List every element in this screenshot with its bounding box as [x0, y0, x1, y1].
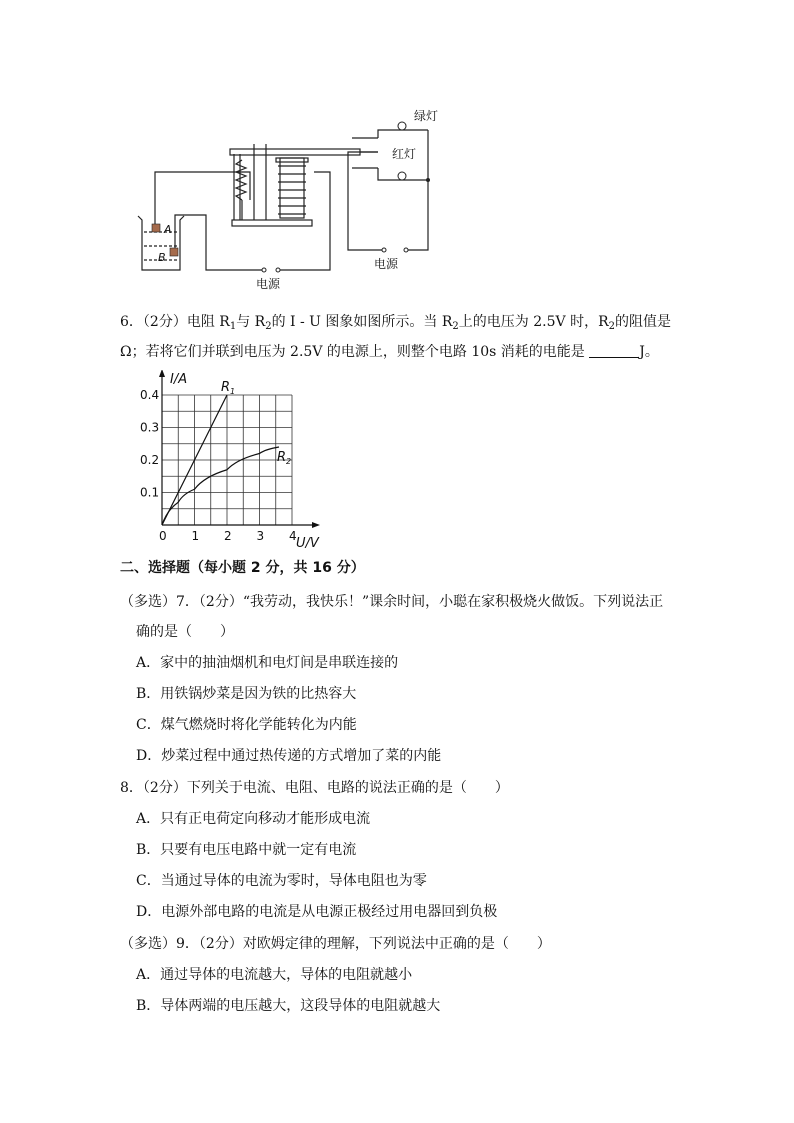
- q8-stem: 8．（2分）下列关于电流、电阻、电路的说法正确的是（ ）: [120, 780, 509, 796]
- q7-stem-1: （多选）7．（2分）“我劳动，我快乐！”课余时间，小聪在家积极烧火做饭。下列说法正: [120, 594, 664, 610]
- x-tick-label: 1: [191, 529, 200, 543]
- q6-line-1: 6．（2分）电阻 $R_1$与 $R_2$的 I - U 图象如图所示。当 $R_2$上的电压为 2.5V 时，$R_2$的阻值是: [120, 314, 671, 332]
- series-label-r2: $R_2$: [277, 450, 292, 466]
- series-label-r1: $R_1$: [221, 380, 236, 396]
- q9-option-a: A．通过导体的电流越大，导体的电阻就越小: [136, 967, 413, 983]
- q8-option-d: D．电源外部电路的电流是从电源正极经过用电器回到负极: [136, 904, 498, 920]
- y-axis-arrow: [159, 370, 165, 377]
- x-axis-arrow: [312, 522, 320, 528]
- x-tick-label: 4: [289, 529, 297, 543]
- q7-option-b: B．用铁锅炒菜是因为铁的比热容大: [136, 686, 357, 702]
- red-lamp-label: 红灯: [392, 147, 417, 161]
- red-lamp-icon: [398, 172, 406, 180]
- y-tick-label: 0.1: [140, 485, 160, 500]
- label-a: A: [164, 223, 172, 236]
- q7-option-c: C．煤气燃烧时将化学能转化为内能: [136, 717, 357, 733]
- q9-stem: （多选）9．（2分）对欧姆定律的理解，下列说法中正确的是（ ）: [120, 936, 551, 952]
- x-tick-label: 2: [224, 529, 232, 543]
- x-tick-label: 0: [159, 529, 167, 543]
- sample-a-block: [152, 224, 160, 232]
- sample-b-block: [170, 248, 178, 256]
- q7-option-d: D．炒菜过程中通过热传递的方式增加了菜的内能: [136, 748, 442, 764]
- y-axis-label: I/A: [170, 372, 188, 387]
- answer-blank: [589, 343, 639, 358]
- green-lamp-label: 绿灯: [414, 109, 439, 123]
- label-b: B: [158, 251, 166, 264]
- power-label-1: 电源: [256, 277, 281, 291]
- y-tick-label: 0.4: [140, 388, 160, 402]
- green-lamp-icon: [398, 122, 406, 130]
- power-label-2: 电源: [374, 257, 399, 271]
- q9-option-b: B．导体两端的电压越大，这段导体的电阻就越大: [136, 998, 441, 1014]
- y-tick-label: 0.2: [140, 453, 160, 467]
- q8-option-a: A．只有正电荷定向移动才能形成电流: [136, 811, 371, 827]
- x-tick-label: 3: [256, 529, 265, 543]
- q6-line-2: Ω；若将它们并联到电压为 2.5V 的电源上，则整个电路 10s 消耗的电能是 J。: [120, 344, 659, 360]
- q7-option-a: A．家中的抽油烟机和电灯间是串联连接的: [136, 655, 399, 671]
- q7-stem-2: 确的是（ ）: [136, 624, 234, 640]
- section-2-title: 二、选择题（每小题 2 分，共 16 分）: [120, 560, 365, 576]
- iu-chart: [140, 370, 340, 550]
- y-tick-label: 0.3: [140, 420, 160, 435]
- x-axis-label: U/V: [296, 536, 319, 550]
- q8-option-c: C．当通过导体的电流为零时，导体电阻也为零: [136, 873, 427, 889]
- q8-option-b: B．只要有电压电路中就一定有电流: [136, 842, 357, 858]
- relay-circuit-diagram: [130, 100, 450, 295]
- series-line-r2: [162, 447, 279, 525]
